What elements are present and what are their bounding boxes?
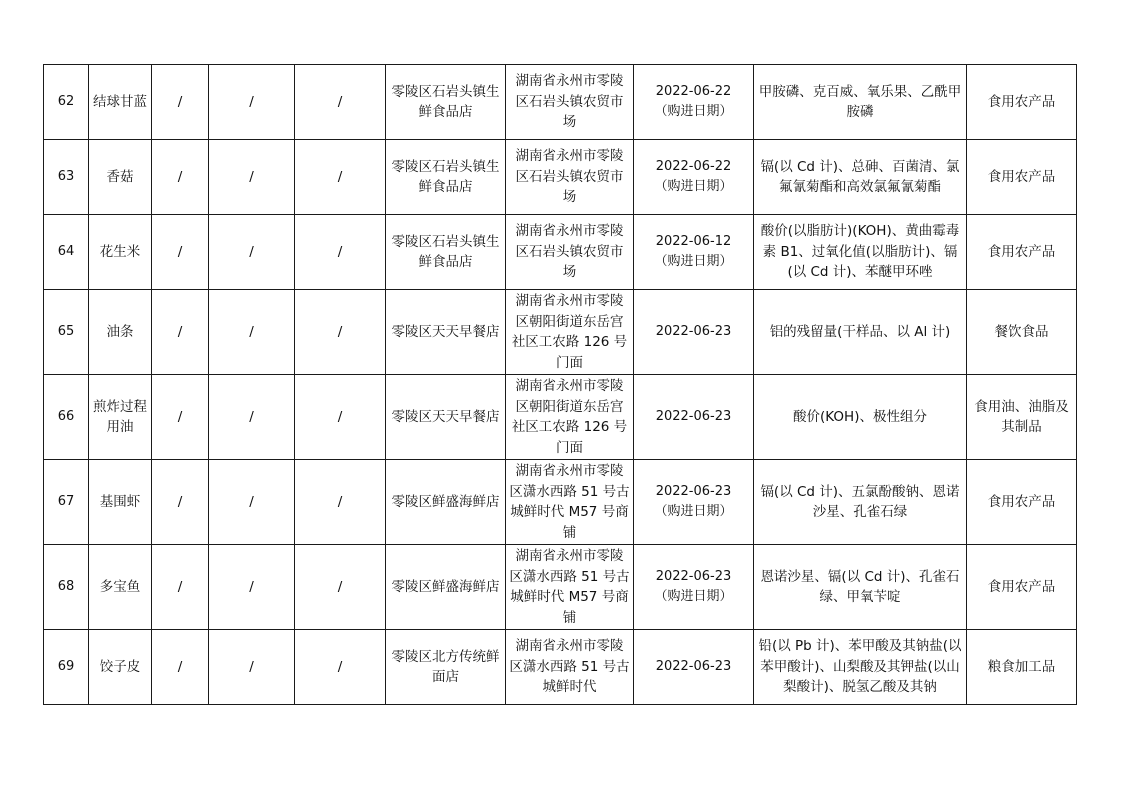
- specification-cell: /: [152, 65, 209, 140]
- manufacturer-cell: /: [295, 545, 386, 630]
- product-name-cell: 花生米: [89, 215, 152, 290]
- date-cell: [634, 215, 754, 290]
- manufacturer-cell: /: [295, 460, 386, 545]
- manufacturer-cell: /: [295, 140, 386, 215]
- brand-cell: /: [209, 545, 295, 630]
- table-row: [44, 375, 1077, 460]
- sampled-unit-cell: 零陵区北方传统鲜面店: [386, 630, 506, 705]
- inspection-results-table: [43, 64, 1077, 705]
- date-note: （购进日期）: [654, 589, 733, 604]
- date-value: 2022-06-23: [655, 408, 732, 424]
- brand-cell: /: [209, 630, 295, 705]
- manufacturer-cell: /: [295, 215, 386, 290]
- inspection-items-cell: 铅(以 Pb 计)、苯甲酸及其钠盐(以苯甲酸计)、山梨酸及其钾盐(以山梨酸计)、脱氢乙酸及其钠: [754, 630, 967, 705]
- date-cell: [634, 290, 754, 375]
- date-cell: [634, 630, 754, 705]
- sampled-unit-cell: 零陵区石岩头镇生鲜食品店: [386, 65, 506, 140]
- product-name-cell: 香菇: [89, 140, 152, 215]
- serial-number-cell: 68: [44, 545, 89, 630]
- product-name-cell: 基围虾: [89, 460, 152, 545]
- table-row: [44, 460, 1077, 545]
- sampled-unit-address-cell: 湖南省永州市零陵区潇水西路 51 号古城鲜时代: [506, 630, 634, 705]
- food-category-cell: 粮食加工品: [967, 630, 1077, 705]
- product-name-cell: 结球甘蓝: [89, 65, 152, 140]
- brand-cell: /: [209, 140, 295, 215]
- date-cell: [634, 545, 754, 630]
- manufacturer-cell: /: [295, 630, 386, 705]
- date-value: 2022-06-23: [655, 658, 732, 674]
- brand-cell: /: [209, 290, 295, 375]
- food-category-cell: 食用农产品: [967, 460, 1077, 545]
- sampled-unit-cell: 零陵区鲜盛海鲜店: [386, 545, 506, 630]
- date-note: （购进日期）: [654, 254, 733, 269]
- brand-cell: /: [209, 215, 295, 290]
- food-category-cell: 食用油、油脂及其制品: [967, 375, 1077, 460]
- product-name-cell: 饺子皮: [89, 630, 152, 705]
- date-value: 2022-06-22: [655, 158, 732, 174]
- brand-cell: /: [209, 65, 295, 140]
- specification-cell: /: [152, 460, 209, 545]
- serial-number-cell: 62: [44, 65, 89, 140]
- sampled-unit-address-cell: 湖南省永州市零陵区石岩头镇农贸市场: [506, 65, 634, 140]
- product-name-cell: 油条: [89, 290, 152, 375]
- sampled-unit-address-cell: 湖南省永州市零陵区石岩头镇农贸市场: [506, 140, 634, 215]
- date-value: 2022-06-22: [655, 83, 732, 99]
- table-row: [44, 290, 1077, 375]
- table-row: [44, 215, 1077, 290]
- serial-number-cell: 64: [44, 215, 89, 290]
- inspection-items-cell: 酸价(以脂肪计)(KOH)、黄曲霉毒素 B1、过氧化值(以脂肪计)、镉(以 Cd 计)、苯醚甲环唑: [754, 215, 967, 290]
- date-value: 2022-06-23: [655, 483, 732, 499]
- manufacturer-cell: /: [295, 375, 386, 460]
- brand-cell: /: [209, 460, 295, 545]
- specification-cell: /: [152, 375, 209, 460]
- manufacturer-cell: /: [295, 290, 386, 375]
- specification-cell: /: [152, 290, 209, 375]
- sampled-unit-address-cell: 湖南省永州市零陵区朝阳街道东岳宫社区工农路 126 号门面: [506, 290, 634, 375]
- sampled-unit-cell: 零陵区石岩头镇生鲜食品店: [386, 215, 506, 290]
- sampled-unit-address-cell: 湖南省永州市零陵区潇水西路 51 号古城鲜时代 M57 号商铺: [506, 545, 634, 630]
- date-cell: [634, 65, 754, 140]
- date-note: （购进日期）: [654, 179, 733, 194]
- sampled-unit-cell: 零陵区石岩头镇生鲜食品店: [386, 140, 506, 215]
- serial-number-cell: 65: [44, 290, 89, 375]
- sampled-unit-cell: 零陵区天天早餐店: [386, 375, 506, 460]
- date-cell: [634, 460, 754, 545]
- table-row: [44, 545, 1077, 630]
- food-category-cell: 食用农产品: [967, 65, 1077, 140]
- sampled-unit-address-cell: 湖南省永州市零陵区朝阳街道东岳宫社区工农路 126 号门面: [506, 375, 634, 460]
- serial-number-cell: 69: [44, 630, 89, 705]
- date-note: （购进日期）: [654, 104, 733, 119]
- inspection-items-cell: 恩诺沙星、镉(以 Cd 计)、孔雀石绿、甲氧苄啶: [754, 545, 967, 630]
- date-value: 2022-06-23: [655, 568, 732, 584]
- serial-number-cell: 66: [44, 375, 89, 460]
- specification-cell: /: [152, 630, 209, 705]
- date-note: （购进日期）: [654, 504, 733, 519]
- table-body: [44, 65, 1077, 705]
- product-name-cell: 多宝鱼: [89, 545, 152, 630]
- specification-cell: /: [152, 545, 209, 630]
- brand-cell: /: [209, 375, 295, 460]
- serial-number-cell: 67: [44, 460, 89, 545]
- specification-cell: /: [152, 215, 209, 290]
- sampled-unit-address-cell: 湖南省永州市零陵区石岩头镇农贸市场: [506, 215, 634, 290]
- date-cell: [634, 140, 754, 215]
- inspection-items-cell: 镉(以 Cd 计)、总砷、百菌清、氯氟氰菊酯和高效氯氟氰菊酯: [754, 140, 967, 215]
- manufacturer-cell: /: [295, 65, 386, 140]
- inspection-items-cell: 镉(以 Cd 计)、五氯酚酸钠、恩诺沙星、孔雀石绿: [754, 460, 967, 545]
- serial-number-cell: 63: [44, 140, 89, 215]
- food-category-cell: 食用农产品: [967, 545, 1077, 630]
- sampled-unit-cell: 零陵区天天早餐店: [386, 290, 506, 375]
- inspection-items-cell: 酸价(KOH)、极性组分: [754, 375, 967, 460]
- food-category-cell: 餐饮食品: [967, 290, 1077, 375]
- product-name-cell: 煎炸过程用油: [89, 375, 152, 460]
- food-category-cell: 食用农产品: [967, 215, 1077, 290]
- date-value: 2022-06-23: [655, 323, 732, 339]
- food-category-cell: 食用农产品: [967, 140, 1077, 215]
- specification-cell: /: [152, 140, 209, 215]
- inspection-items-cell: 甲胺磷、克百威、氧乐果、乙酰甲胺磷: [754, 65, 967, 140]
- inspection-items-cell: 铝的残留量(干样品、以 Al 计): [754, 290, 967, 375]
- sampled-unit-address-cell: 湖南省永州市零陵区潇水西路 51 号古城鲜时代 M57 号商铺: [506, 460, 634, 545]
- table-row: [44, 65, 1077, 140]
- date-value: 2022-06-12: [655, 233, 732, 249]
- sampled-unit-cell: 零陵区鲜盛海鲜店: [386, 460, 506, 545]
- date-cell: [634, 375, 754, 460]
- table-row: [44, 140, 1077, 215]
- table-row: [44, 630, 1077, 705]
